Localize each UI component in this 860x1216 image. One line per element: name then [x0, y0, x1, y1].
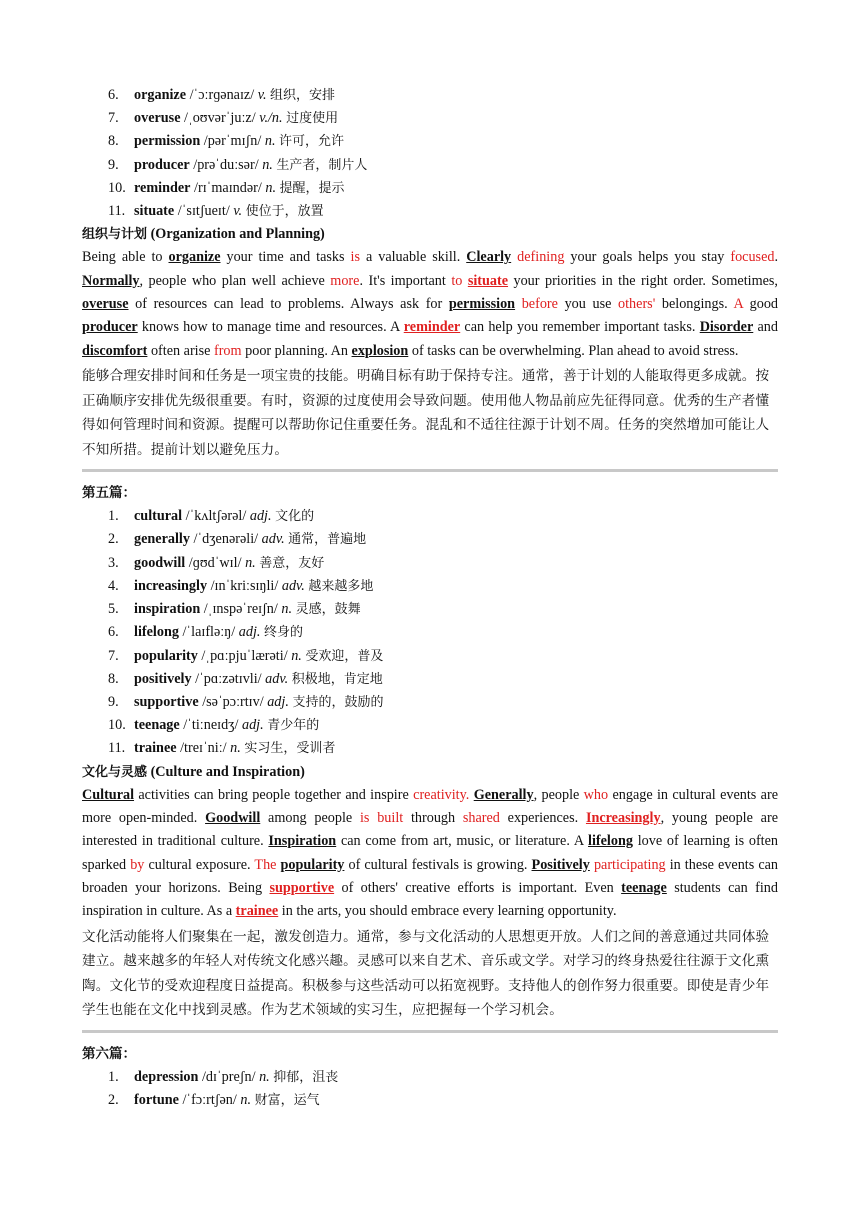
section6-word-list [82, 1066, 778, 1112]
section4-word-list [82, 84, 778, 223]
list-item: 9. producer /prəˈduːsər/ n. 生产者，制片人 [108, 156, 368, 173]
list-item: 6. lifelong /ˈlaɪfləːŋ/ adj. 终身的 [108, 624, 303, 641]
section5-word-list [82, 505, 778, 760]
list-item: 6. organize /ˈɔːrɡənaɪz/ v. 组织，安排 [108, 87, 336, 103]
list-item: 9. supportive /səˈpɔːrtɪv/ adj. 支持的，鼓励的 [108, 693, 384, 710]
section5-translation: 文化活动能将人们聚集在一起，激发创造力。通常，参与文化活动的人思想更开放。人们之间的善意通过共同体验建立。越来越多的年轻人对传统文化感兴趣。灵感可以来自艺术、音乐或文学。对学习的终身热爱往往源于文化熏陶。文化节的受欢迎程度日益提高。积极参与这些活动可以拓宽视野。支持他人的创作努力很重要。即使是青少年学生也能在文化中找到灵感。作为艺术领域的实习生，应把握每一个学习机会。 [82, 928, 770, 1019]
list-item: 1. cultural /ˈkʌltʃərəl/ adj. 文化的 [108, 508, 315, 525]
list-item: 2. fortune /ˈfɔːrtʃən/ n. 财富，运气 [108, 1092, 320, 1109]
section-divider [82, 469, 778, 472]
list-item: 8. permission /pərˈmɪʃn/ n. 许可，允许 [108, 133, 345, 150]
list-item: 10. reminder /rɪˈmaɪndər/ n. 提醒，提示 [108, 179, 345, 196]
list-item: 10. teenage /ˈtiːneɪdʒ/ adj. 青少年的 [108, 717, 320, 734]
section5-heading: 文化与灵感 (Culture and Inspiration) [82, 763, 305, 780]
section6-title: 第六篇： [82, 1045, 136, 1062]
list-item: 7. overuse /ˌoʊvərˈjuːz/ v./n. 过度使用 [108, 110, 339, 127]
list-item: 1. depression /dɪˈpreʃn/ n. 抑郁，沮丧 [108, 1068, 339, 1085]
section5-title: 第五篇： [82, 485, 136, 502]
list-item: 7. popularity /ˌpɑːpjuˈlærəti/ n. 受欢迎，普及 [108, 647, 384, 664]
section4-translation: 能够合理安排时间和任务是一项宝贵的技能。明确目标有助于保持专注。通常，善于计划的人能取得更多成就。按正确顺序安排优先级很重要。有时，资源的过度使用会导致问题。使用他人物品前应先征得同意。优秀的生产者懂得如何管理时间和资源。提醒可以帮助你记住重要任务。混乱和不适往往源于计划不周。任务的突然增加可能让人不知所措。提前计划以避免压力。 [82, 367, 770, 458]
list-item: 11. trainee /treɪˈniː/ n. 实习生，受训者 [108, 740, 336, 757]
list-item: 11. situate /ˈsɪtʃueɪt/ v. 使位于，放置 [108, 203, 324, 220]
list-item: 8. positively /ˈpɑːzətɪvli/ adv. 积极地，肯定地 [108, 670, 383, 687]
section4-heading: 组织与计划 (Organization and Planning) [82, 226, 325, 243]
section5-paragraph: Cultural activities can bring people together and inspire creativity. Generally, people who engage in cultural events are more open-minded. Goodwill among people is built through shared experiences. Increasingly, young people are interested in traditional culture. Inspiration can come from art, music, or literature. A lifelong love of learning is often sparked by cultural exposure. The popularity of cultural festivals is growing. Positively participating in these events can broaden your horizons. Being supportive of others' creative efforts is important. Even teenage students can find inspiration in culture. As a trainee in the arts, you should embrace every learning opportunity. [82, 786, 779, 920]
list-item: 3. goodwill /ɡʊdˈwɪl/ n. 善意，友好 [108, 554, 325, 571]
list-item: 5. inspiration /ˌɪnspəˈreɪʃn/ n. 灵感，鼓舞 [108, 601, 361, 618]
section4-paragraph: Being able to organize your time and tasks is a valuable skill. Clearly defining your goals helps you stay focused. Normally, people who plan well achieve more. It's important to situate your priorities in the right order. Sometimes, overuse of resources can lead to problems. Always ask for permission before you use others' belongings. A good producer knows how to manage time and resources. A reminder can help you remember important tasks. Disorder and discomfort often arise from poor planning. An explosion of tasks can be overwhelming. Plan ahead to avoid stress. [82, 249, 779, 359]
list-item: 2. generally /ˈdʒenərəli/ adv. 通常，普遍地 [108, 531, 367, 548]
section-divider [82, 1030, 778, 1033]
document-page [82, 84, 778, 1112]
list-item: 4. increasingly /ɪnˈkriːsɪŋli/ adv. 越来越多地 [108, 577, 374, 594]
